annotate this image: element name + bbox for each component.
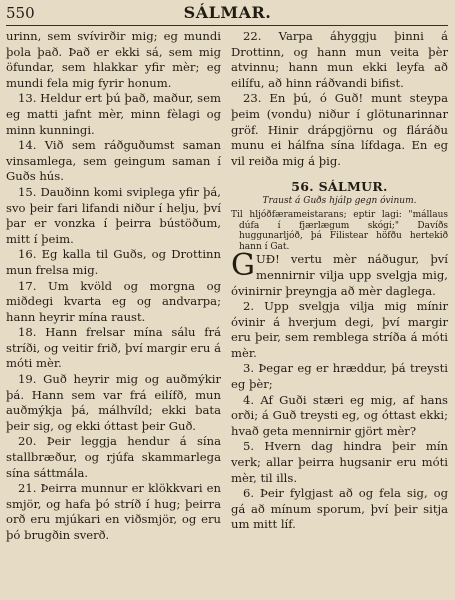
verse-paragraph: 17. Um kvöld og morgna og miðdegi kvarta eg og andvarpa; hann heyrir mína raust. [6,278,221,324]
verse-paragraph: 21. Þeirra munnur er klökkvari en smjör, og hafa þó stríð í hug; þeirra orð eru mjúkari en viðsmjör, og eru þó brugðin sverð. [6,481,221,542]
first-verse-text: UÐ! vertu mèr náðugur, því mennirnir vilja upp svelgja mig, óvinirnir þreyngja að mèr daglega. [231,252,448,298]
right-column-top [231,29,448,169]
verse-paragraph: 13. Heldur ert þú það, maður, sem eg matti jafnt mèr, minn fèlagi og minn kunningi. [6,91,221,137]
verse-paragraph: 14. Við sem ráðguðumst saman vinsamlega, sem geingum saman í Guðs hús. [6,138,221,184]
verse-paragraph: 15. Dauðinn komi sviplega yfir þá, svo þeir fari lifandi niður í helju, því þar er vonzka í þeirra bústöðum, mitt í þeim. [6,184,221,246]
drop-cap: G [231,248,255,284]
verse-paragraph: 5. Hvern dag hindra þeir mín verk; allar þeirra hugsanir eru móti mèr, til ills. [231,439,448,485]
verse-paragraph: 18. Hann frelsar mína sálu frá stríði, og veitir frið, því margir eru á móti mèr. [6,325,221,371]
verse-paragraph: 16. Eg kalla til Guðs, og Drottinn mun frelsa mig. [6,247,221,277]
verse-paragraph: 23. En þú, ó Guð! munt steypa þeim (vondu) niður í glötunarinnar gröf. Hinir drápgjörnu og fláráðu munu ei hálfna sína lífdaga. En eg vil reiða mig á þig. [231,91,448,168]
running-title: SÁLMAR. [183,3,272,22]
verse-paragraph: 6. Þeir fylgjast að og fela sig, og gá að mínum sporum, því þeir sitja um mitt líf. [231,486,448,532]
left-column [6,29,221,600]
psalm-title: 56. SÁLMUR. [291,179,388,195]
right-column-bottom [231,299,448,533]
verse-paragraph: 2. Upp svelgja vilja mig mínir óvinir á hverjum degi, því margir eru þeir, sem remblega stríða á móti mèr. [231,299,448,360]
psalm-subtitle: Traust á Guðs hjálp gegn óvinum. [262,195,417,206]
page-number: 550 [6,4,35,22]
verse-paragraph: urinn, sem svívirðir mig; eg mundi þola það. Það er ekki sá, sem mig öfundar, sem hlakkar yfir mèr; eg mundi fela mig fyrir honum. [6,29,221,90]
verse-paragraph: 20. Þeir leggja hendur á sína stallbræður, og rjúfa skammarlega sína sáttmála. [6,434,221,480]
first-verse [231,248,448,299]
verse-paragraph: 4. Af Guði stæri eg mig, af hans orði; á Guð treysti eg, og óttast ekki; hvað geta mennirnir gjört mèr? [231,392,448,438]
psalm-heading-note: Til hljóðfærameistarans; eptir lagi: "mállaus dúfa í fjærlægum skógi;" Davíðs huggunarljóð, þá Filistear höfðu hertekið hann í Gat. [231,209,448,252]
verse-paragraph: 3. Þegar eg er hræddur, þá treysti eg þèr; [231,361,448,392]
page-header [0,0,455,26]
verse-paragraph: 22. Varpa áhyggju þinni á Drottinn, og hann mun veita þèr atvinnu; hann mun ekki leyfa að eilífu, að hinn ráðvandi bifist. [231,29,448,90]
verse-paragraph: 19. Guð heyrir mig og auðmýkir þá. Hann sem var frá eilífð, mun auðmýkja þá, málhvíld; ekki bata þeir sig, og ekki óttast þeir Guð. [6,372,221,433]
right-column [231,29,448,600]
header-rule [6,25,448,26]
